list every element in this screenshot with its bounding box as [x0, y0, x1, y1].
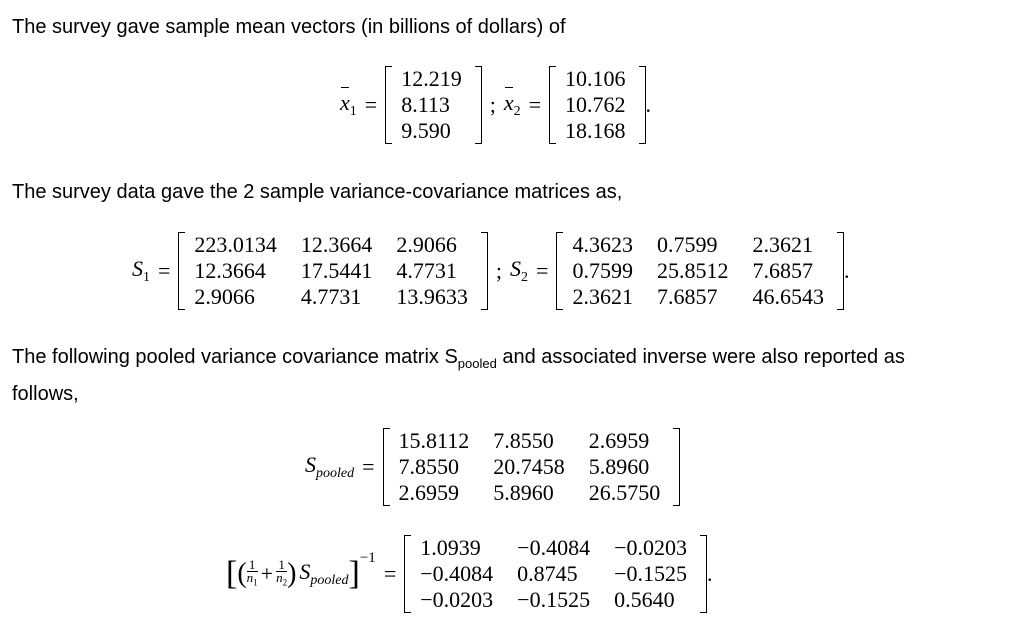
matrix-row	[184, 284, 482, 310]
matrix-cell: 2.9066	[194, 284, 255, 309]
xbar1-value: 9.590	[401, 118, 451, 143]
xbar2-vector	[549, 64, 646, 146]
matrix-row	[184, 232, 482, 258]
covariance-matrices-equation	[132, 230, 849, 312]
matrix-cell: 0.8745	[517, 561, 578, 586]
xbar2-value: 18.168	[565, 118, 626, 143]
matrix-cell: 7.6857	[656, 284, 718, 309]
matrix-cell: 4.7731	[396, 258, 457, 283]
matrix-cell: 2.6959	[398, 480, 460, 505]
matrix-cell: 5.8960	[588, 454, 650, 479]
matrix-cell: 4.7731	[300, 284, 362, 309]
paragraph-pooled: The following pooled variance covariance matrix $S_{pooled}$ and associated inverse were also reported as follows,	[12, 346, 905, 405]
matrix-cell: −0.1525	[517, 587, 591, 612]
spooled-label: $S_{pooled}$	[305, 452, 355, 481]
matrix-row	[410, 561, 701, 587]
matrix-cell: 0.7599	[656, 232, 718, 257]
matrix-cell: 25.8512	[656, 258, 729, 283]
pooled-matrix-equation	[305, 426, 680, 508]
s2-matrix	[556, 230, 844, 312]
matrix-cell: 2.9066	[396, 232, 457, 257]
xbar1-vector	[385, 64, 482, 146]
s2-label: $S_2$	[510, 256, 529, 285]
matrix-cell: 2.3621	[572, 284, 633, 309]
matrix-cell: 7.8550	[493, 428, 554, 453]
s1-label: $S_1$	[132, 256, 150, 285]
matrix-cell: 2.3621	[752, 232, 813, 257]
xbar2-value: 10.762	[565, 92, 626, 117]
matrix-cell: 0.5640	[614, 587, 675, 612]
matrix-cell: 46.6543	[752, 284, 824, 309]
spooled-matrix	[383, 426, 681, 508]
paragraph-mean-vectors: The survey gave sample mean vectors (in billions of dollars) of	[12, 16, 566, 38]
matrix-row	[410, 587, 701, 613]
matrix-row	[410, 535, 701, 561]
matrix-row	[562, 284, 838, 310]
matrix-cell: 223.0134	[194, 232, 277, 257]
matrix-cell: 1.0939	[420, 535, 481, 560]
matrix-cell: −0.1525	[614, 561, 687, 586]
matrix-cell: 15.8112	[398, 428, 470, 453]
period: .	[707, 561, 713, 586]
matrix-cell: −0.4084	[517, 535, 591, 560]
mean-vectors-equation	[340, 64, 651, 146]
matrix-cell: −0.0203	[614, 535, 687, 560]
equals-sign: =	[364, 92, 378, 117]
inverse-expression: [ ( $\frac{1}{n_1}$ + $\frac{1}{n_2}$ ) $S_{pooled}$ ] −1	[226, 549, 376, 592]
fraction-n1: $\frac{1}{n_1}$	[246, 557, 258, 588]
equals-sign: =	[158, 258, 171, 283]
equals-sign: =	[383, 561, 397, 586]
matrix-cell: −0.4084	[420, 561, 494, 586]
matrix-row	[389, 428, 675, 454]
equals-sign: =	[528, 92, 541, 117]
inverse-matrix	[404, 533, 707, 615]
xbar2-label: $x_2$	[503, 90, 521, 119]
xbar1-value: 12.219	[401, 66, 462, 91]
period: .	[843, 258, 850, 283]
matrix-cell: 13.9633	[396, 284, 468, 309]
separator: ;	[489, 92, 496, 117]
matrix-cell: 12.3664	[300, 232, 373, 257]
xbar1-label: $x_1$	[340, 90, 357, 119]
s1-matrix	[178, 230, 488, 312]
xbar1-value: 8.113	[401, 92, 450, 117]
matrix-cell: 2.6959	[588, 428, 650, 453]
paragraph-covariance: The survey data gave the 2 sample variance-covariance matrices as,	[12, 181, 623, 203]
equals-sign: =	[536, 258, 549, 283]
separator: ;	[495, 258, 503, 283]
matrix-row	[562, 258, 838, 284]
matrix-cell: 0.7599	[572, 258, 633, 283]
matrix-row	[389, 454, 675, 480]
fraction-n2: $\frac{1}{n_2}$	[276, 557, 288, 588]
matrix-cell: 20.7458	[493, 454, 565, 479]
matrix-row	[389, 480, 675, 506]
matrix-cell: 26.5750	[588, 480, 661, 505]
matrix-row	[184, 258, 482, 284]
matrix-cell: 4.3623	[572, 232, 633, 257]
matrix-cell: 7.8550	[398, 454, 460, 479]
matrix-cell: 5.8960	[493, 480, 554, 505]
xbar2-value: 10.106	[565, 66, 626, 91]
inverse-matrix-equation	[226, 533, 713, 615]
matrix-cell: −0.0203	[420, 587, 494, 612]
matrix-row	[562, 232, 838, 258]
matrix-cell: 17.5441	[300, 258, 373, 283]
matrix-cell: 7.6857	[752, 258, 813, 283]
equals-sign: =	[362, 454, 375, 479]
matrix-cell: 12.3664	[194, 258, 266, 283]
period: .	[645, 92, 651, 117]
